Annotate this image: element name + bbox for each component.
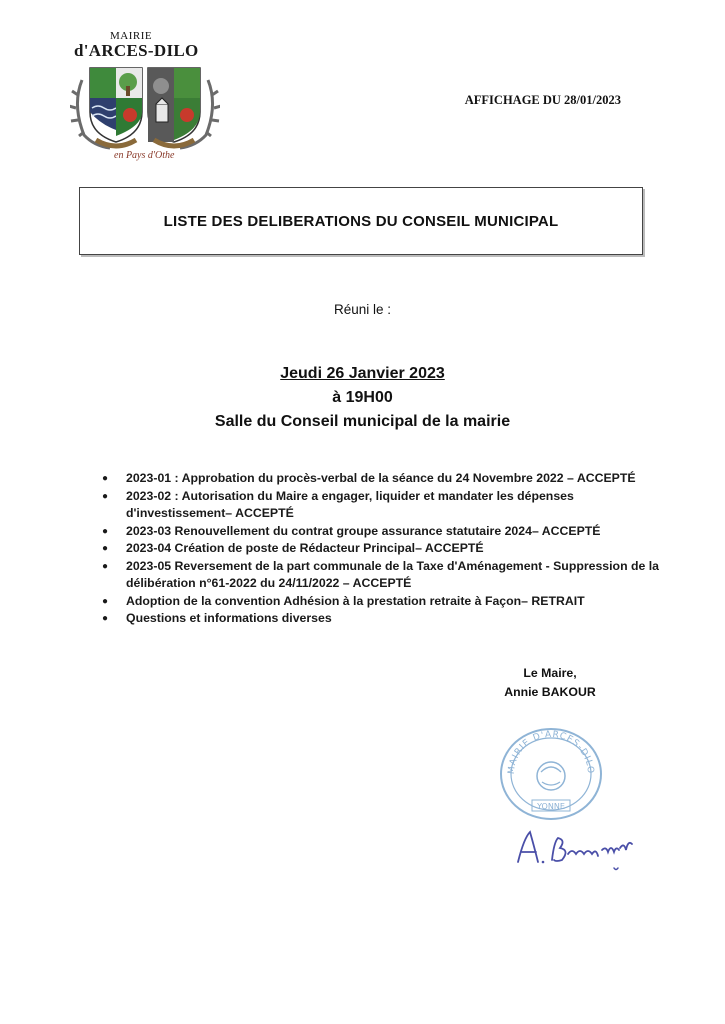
coat-of-arms-icon [70, 60, 220, 152]
meeting-time: à 19H00 [332, 389, 393, 406]
list-item [102, 593, 662, 611]
bullet-icon: ● [102, 525, 109, 537]
logo-mairie-label: MAIRIE [110, 30, 153, 42]
meeting-date: Jeudi 26 Janvier 2023 [280, 365, 445, 382]
svg-text:MAIRIE D'ARCES-DILO [507, 730, 595, 775]
signature-icon [510, 820, 640, 880]
stamp-text: MAIRIE D'ARCES-DILO [506, 729, 596, 775]
meeting-place: Salle du Conseil municipal de la mairie [214, 413, 511, 430]
bullet-icon: ● [102, 490, 109, 502]
meeting-date-line [0, 365, 725, 383]
signer-role: Le Maire, [523, 666, 577, 680]
commune-logo [70, 30, 220, 175]
deliberation-text: 2023-05 Reversement de la part communale de la Taxe d'Aménagement - Suppression de la délibération n°61-2022 du 24/11/2022 – ACCEPTÉ [126, 558, 660, 590]
list-item [102, 610, 662, 628]
deliberation-text: 2023-01 : Approbation du procès-verbal de la séance du 24 Novembre 2022 – ACCEPTÉ [126, 471, 636, 485]
deliberation-text: 2023-03 Renouvellement du contrat groupe assurance statutaire 2024– ACCEPTÉ [126, 523, 601, 538]
deliberation-text: Adoption de la convention Adhésion à la prestation retraite à Façon– RETRAIT [126, 593, 585, 608]
list-item [102, 470, 662, 488]
stamp-icon [496, 724, 606, 824]
logo-tagline: en Pays d'Othe [114, 150, 175, 161]
bullet-icon: ● [102, 613, 109, 624]
deliberation-text: 2023-04 Création de poste de Rédacteur Principal– ACCEPTÉ [126, 541, 484, 555]
list-item [102, 488, 662, 523]
signer-name: Annie BAKOUR [504, 685, 596, 699]
title-box [79, 187, 643, 255]
stamp-bottom-text: YONNE [537, 802, 565, 811]
bullet-icon: ● [102, 595, 109, 607]
list-item [102, 558, 662, 593]
bullet-icon: ● [102, 473, 109, 484]
deliberation-list [102, 470, 662, 628]
meeting-intro: Réuni le : [333, 302, 392, 317]
deliberation-text: Questions et informations diverses [126, 611, 332, 625]
logo-commune-name: d'ARCES-DILO [74, 41, 199, 60]
list-item [102, 523, 662, 541]
signer-block [470, 664, 630, 702]
bullet-icon: ● [102, 560, 109, 572]
list-item [102, 540, 662, 558]
affichage-date: AFFICHAGE DU 28/01/2023 [464, 93, 621, 107]
bullet-icon: ● [102, 543, 109, 554]
document-title: LISTE DES DELIBERATIONS DU CONSEIL MUNICIPAL [163, 212, 559, 230]
deliberation-text: 2023-02 : Autorisation du Maire a engager, liquider et mandater les dépenses d'investissement– ACCEPTÉ [126, 488, 574, 520]
